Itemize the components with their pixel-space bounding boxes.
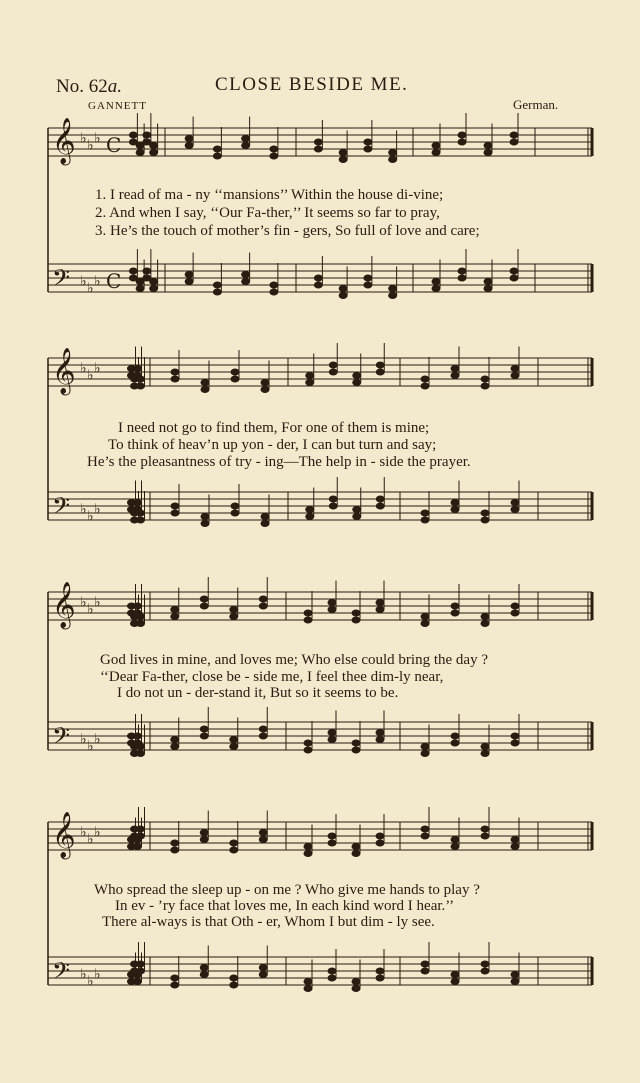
note-head bbox=[511, 844, 519, 850]
note-head bbox=[137, 621, 145, 627]
flat-icon: ♭ bbox=[80, 131, 87, 147]
note-head bbox=[376, 840, 384, 846]
note-head bbox=[129, 268, 137, 274]
note-head bbox=[421, 614, 429, 620]
flat-icon: ♭ bbox=[80, 361, 87, 377]
note-head bbox=[185, 136, 193, 142]
note-head bbox=[389, 293, 397, 299]
note-head bbox=[200, 972, 208, 978]
note-head bbox=[306, 373, 314, 379]
note-head bbox=[352, 617, 360, 623]
note-head bbox=[451, 844, 459, 850]
note-head bbox=[304, 979, 312, 985]
composer-right: German. bbox=[513, 97, 559, 112]
note-head bbox=[364, 282, 372, 288]
note-head bbox=[328, 737, 336, 743]
note-head bbox=[484, 279, 492, 285]
note-head bbox=[171, 369, 179, 375]
note-head bbox=[213, 153, 221, 159]
note-head bbox=[511, 979, 519, 985]
note-head bbox=[314, 275, 322, 281]
common-time-icon: C bbox=[106, 269, 122, 293]
note-head bbox=[259, 596, 267, 602]
note-head bbox=[270, 146, 278, 152]
note-head bbox=[481, 621, 489, 627]
note-head bbox=[171, 744, 179, 750]
note-head bbox=[376, 968, 384, 974]
note-head bbox=[259, 965, 267, 971]
note-head bbox=[261, 380, 269, 386]
note-head bbox=[213, 146, 221, 152]
note-head bbox=[421, 968, 429, 974]
note-head bbox=[339, 286, 347, 292]
note-head bbox=[150, 279, 158, 285]
note-head bbox=[242, 143, 250, 149]
note-head bbox=[137, 826, 145, 832]
note-head bbox=[259, 726, 267, 732]
note-head bbox=[484, 143, 492, 149]
note-head bbox=[213, 289, 221, 295]
flat-icon: ♭ bbox=[87, 739, 94, 755]
lyric-line: Who spread the sleep up - on me ? Who give me hands to play ? bbox=[94, 882, 480, 898]
note-head bbox=[451, 837, 459, 843]
note-head bbox=[200, 965, 208, 971]
note-head bbox=[136, 286, 144, 292]
note-head bbox=[230, 614, 238, 620]
note-head bbox=[458, 268, 466, 274]
note-head bbox=[201, 521, 209, 527]
note-head bbox=[481, 826, 489, 832]
note-head bbox=[376, 737, 384, 743]
note-head bbox=[231, 503, 239, 509]
note-head bbox=[230, 737, 238, 743]
note-head bbox=[364, 146, 372, 152]
lyric-line: I need not go to find them, For one of them is mine; bbox=[118, 420, 430, 436]
note-head bbox=[328, 833, 336, 839]
note-head bbox=[364, 139, 372, 145]
note-head bbox=[510, 275, 518, 281]
note-head bbox=[511, 500, 519, 506]
note-head bbox=[328, 600, 336, 606]
treble-clef-icon: 𝄞 bbox=[52, 812, 76, 858]
note-head bbox=[353, 514, 361, 520]
note-head bbox=[314, 282, 322, 288]
note-head bbox=[171, 510, 179, 516]
note-head bbox=[352, 740, 360, 746]
flat-icon: ♭ bbox=[94, 732, 101, 748]
note-head bbox=[328, 607, 336, 613]
note-head bbox=[143, 268, 151, 274]
note-head bbox=[314, 146, 322, 152]
note-head bbox=[259, 603, 267, 609]
note-head bbox=[376, 833, 384, 839]
note-head bbox=[511, 733, 519, 739]
note-head bbox=[511, 507, 519, 513]
note-head bbox=[213, 282, 221, 288]
note-head bbox=[451, 610, 459, 616]
note-head bbox=[421, 510, 429, 516]
note-head bbox=[304, 617, 312, 623]
note-head bbox=[137, 961, 145, 967]
flat-icon: ♭ bbox=[80, 967, 87, 983]
note-head bbox=[242, 136, 250, 142]
hymn-title: CLOSE BESIDE ME. bbox=[215, 74, 409, 95]
note-head bbox=[510, 268, 518, 274]
note-head bbox=[230, 847, 238, 853]
note-head bbox=[353, 380, 361, 386]
note-head bbox=[150, 150, 158, 156]
note-head bbox=[421, 621, 429, 627]
note-head bbox=[352, 844, 360, 850]
note-head bbox=[185, 143, 193, 149]
note-head bbox=[339, 157, 347, 163]
note-head bbox=[328, 840, 336, 846]
note-head bbox=[200, 726, 208, 732]
note-head bbox=[432, 143, 440, 149]
flat-icon: ♭ bbox=[87, 509, 94, 525]
note-head bbox=[171, 737, 179, 743]
lyric-line: I do not un - der-stand it, But so it seems to be. bbox=[117, 685, 399, 701]
note-head bbox=[421, 751, 429, 757]
note-head bbox=[230, 975, 238, 981]
note-head bbox=[304, 740, 312, 746]
lyric-line: There al-ways is that Oth - er, Whom I but dim - ly see. bbox=[102, 914, 435, 930]
flat-icon: ♭ bbox=[80, 732, 87, 748]
note-head bbox=[353, 373, 361, 379]
note-head bbox=[304, 851, 312, 857]
note-head bbox=[137, 510, 145, 516]
note-head bbox=[134, 366, 142, 372]
bass-clef-icon: 𝄢 bbox=[52, 957, 71, 990]
note-head bbox=[481, 614, 489, 620]
note-head bbox=[421, 376, 429, 382]
note-head bbox=[376, 600, 384, 606]
note-head bbox=[376, 496, 384, 502]
note-head bbox=[376, 503, 384, 509]
common-time-icon: C bbox=[106, 133, 122, 157]
note-head bbox=[353, 507, 361, 513]
note-head bbox=[259, 972, 267, 978]
lyric-line: In ev - ’ry face that loves me, In each kind word I hear.’’ bbox=[115, 898, 455, 914]
note-head bbox=[171, 982, 179, 988]
note-head bbox=[511, 603, 519, 609]
note-head bbox=[376, 730, 384, 736]
note-head bbox=[510, 132, 518, 138]
note-head bbox=[451, 366, 459, 372]
note-head bbox=[451, 740, 459, 746]
note-head bbox=[481, 744, 489, 750]
note-head bbox=[511, 373, 519, 379]
lyric-line: ‘‘Dear Fa-ther, close be - side me, I feel thee dim-ly near, bbox=[100, 669, 444, 685]
note-head bbox=[481, 968, 489, 974]
note-head bbox=[134, 603, 142, 609]
flat-icon: ♭ bbox=[94, 131, 101, 147]
flat-icon: ♭ bbox=[94, 502, 101, 518]
note-head bbox=[339, 293, 347, 299]
note-head bbox=[304, 747, 312, 753]
note-head bbox=[458, 132, 466, 138]
note-head bbox=[314, 139, 322, 145]
note-head bbox=[328, 975, 336, 981]
note-head bbox=[134, 733, 142, 739]
note-head bbox=[481, 833, 489, 839]
note-head bbox=[376, 607, 384, 613]
lyric-line: 1. I read of ma - ny ‘‘mansions’’ Within the house di-vine; bbox=[95, 187, 444, 203]
flat-icon: ♭ bbox=[94, 274, 101, 290]
bass-clef-icon: 𝄢 bbox=[52, 492, 71, 525]
note-head bbox=[432, 279, 440, 285]
note-head bbox=[481, 383, 489, 389]
note-head bbox=[389, 286, 397, 292]
note-head bbox=[270, 282, 278, 288]
note-head bbox=[389, 150, 397, 156]
note-head bbox=[432, 286, 440, 292]
note-head bbox=[231, 369, 239, 375]
note-head bbox=[511, 366, 519, 372]
treble-clef-icon: 𝄞 bbox=[52, 582, 76, 628]
note-head bbox=[134, 500, 142, 506]
note-head bbox=[451, 979, 459, 985]
flat-icon: ♭ bbox=[94, 825, 101, 841]
flat-icon: ♭ bbox=[87, 368, 94, 384]
note-head bbox=[171, 847, 179, 853]
note-head bbox=[364, 275, 372, 281]
note-head bbox=[200, 830, 208, 836]
note-head bbox=[306, 514, 314, 520]
flat-icon: ♭ bbox=[80, 825, 87, 841]
flat-icon: ♭ bbox=[87, 281, 94, 297]
note-head bbox=[484, 286, 492, 292]
note-head bbox=[376, 975, 384, 981]
note-head bbox=[306, 380, 314, 386]
note-head bbox=[304, 986, 312, 992]
note-head bbox=[421, 383, 429, 389]
bass-clef-icon: 𝄢 bbox=[52, 264, 71, 297]
note-head bbox=[230, 744, 238, 750]
hymn-number: No. 62a. bbox=[56, 76, 122, 97]
note-head bbox=[171, 607, 179, 613]
note-head bbox=[137, 376, 145, 382]
note-head bbox=[329, 369, 337, 375]
lyric-line: He’s the pleasantness of try - ing—The help in - side the prayer. bbox=[87, 454, 471, 470]
note-head bbox=[421, 833, 429, 839]
note-head bbox=[421, 517, 429, 523]
flat-icon: ♭ bbox=[80, 274, 87, 290]
note-head bbox=[171, 614, 179, 620]
note-head bbox=[242, 279, 250, 285]
lyric-line: God lives in mine, and loves me; Who else could bring the day ? bbox=[100, 652, 488, 668]
note-head bbox=[304, 844, 312, 850]
note-head bbox=[481, 961, 489, 967]
note-head bbox=[304, 610, 312, 616]
bass-clef-icon: 𝄢 bbox=[52, 722, 71, 755]
note-head bbox=[432, 150, 440, 156]
flat-icon: ♭ bbox=[87, 138, 94, 154]
note-head bbox=[261, 514, 269, 520]
lyric-line: To think of heav’n up yon - der, I can but turn and say; bbox=[108, 437, 437, 453]
note-head bbox=[511, 837, 519, 843]
note-head bbox=[451, 373, 459, 379]
note-head bbox=[339, 150, 347, 156]
note-head bbox=[510, 139, 518, 145]
composer-left: GANNETT bbox=[88, 100, 147, 112]
note-head bbox=[451, 500, 459, 506]
note-head bbox=[134, 979, 142, 985]
note-head bbox=[451, 733, 459, 739]
note-head bbox=[137, 614, 145, 620]
note-head bbox=[261, 521, 269, 527]
note-head bbox=[511, 610, 519, 616]
note-head bbox=[352, 747, 360, 753]
note-head bbox=[481, 751, 489, 757]
note-head bbox=[451, 972, 459, 978]
note-head bbox=[137, 751, 145, 757]
note-head bbox=[231, 376, 239, 382]
flat-icon: ♭ bbox=[80, 595, 87, 611]
flat-icon: ♭ bbox=[87, 602, 94, 618]
note-head bbox=[329, 362, 337, 368]
note-head bbox=[458, 139, 466, 145]
note-head bbox=[259, 837, 267, 843]
note-head bbox=[261, 387, 269, 393]
note-head bbox=[242, 272, 250, 278]
note-head bbox=[451, 603, 459, 609]
note-head bbox=[171, 975, 179, 981]
note-head bbox=[458, 275, 466, 281]
note-head bbox=[481, 517, 489, 523]
note-head bbox=[150, 286, 158, 292]
note-head bbox=[231, 510, 239, 516]
note-head bbox=[421, 961, 429, 967]
treble-clef-icon: 𝄞 bbox=[52, 348, 76, 394]
note-head bbox=[451, 507, 459, 513]
note-head bbox=[421, 744, 429, 750]
flat-icon: ♭ bbox=[87, 832, 94, 848]
note-head bbox=[200, 733, 208, 739]
note-head bbox=[352, 986, 360, 992]
note-head bbox=[259, 830, 267, 836]
note-head bbox=[137, 833, 145, 839]
note-head bbox=[481, 376, 489, 382]
note-head bbox=[376, 362, 384, 368]
note-head bbox=[329, 496, 337, 502]
note-head bbox=[137, 968, 145, 974]
note-head bbox=[352, 979, 360, 985]
flat-icon: ♭ bbox=[87, 974, 94, 990]
note-head bbox=[270, 153, 278, 159]
note-head bbox=[230, 982, 238, 988]
note-head bbox=[352, 610, 360, 616]
treble-clef-icon: 𝄞 bbox=[52, 118, 76, 164]
note-head bbox=[200, 837, 208, 843]
note-head bbox=[389, 157, 397, 163]
note-head bbox=[328, 968, 336, 974]
note-head bbox=[134, 844, 142, 850]
lyric-line: 2. And when I say, ‘‘Our Fa-ther,’’ It seems so far to pray, bbox=[95, 205, 440, 221]
flat-icon: ♭ bbox=[80, 502, 87, 518]
note-head bbox=[421, 826, 429, 832]
note-head bbox=[171, 503, 179, 509]
note-head bbox=[201, 514, 209, 520]
note-head bbox=[328, 730, 336, 736]
note-head bbox=[201, 387, 209, 393]
note-head bbox=[306, 507, 314, 513]
note-head bbox=[137, 744, 145, 750]
note-head bbox=[143, 132, 151, 138]
note-head bbox=[150, 143, 158, 149]
note-head bbox=[230, 607, 238, 613]
note-head bbox=[136, 150, 144, 156]
note-head bbox=[185, 272, 193, 278]
note-head bbox=[484, 150, 492, 156]
note-head bbox=[171, 376, 179, 382]
note-head bbox=[329, 503, 337, 509]
note-head bbox=[511, 972, 519, 978]
flat-icon: ♭ bbox=[94, 967, 101, 983]
note-head bbox=[259, 733, 267, 739]
note-head bbox=[201, 380, 209, 386]
note-head bbox=[511, 740, 519, 746]
flat-icon: ♭ bbox=[94, 361, 101, 377]
note-head bbox=[230, 840, 238, 846]
flat-icon: ♭ bbox=[94, 595, 101, 611]
note-head bbox=[352, 851, 360, 857]
note-head bbox=[185, 279, 193, 285]
note-head bbox=[200, 596, 208, 602]
note-head bbox=[137, 517, 145, 523]
note-head bbox=[376, 369, 384, 375]
note-head bbox=[129, 132, 137, 138]
note-head bbox=[270, 289, 278, 295]
note-head bbox=[171, 840, 179, 846]
note-head bbox=[200, 603, 208, 609]
note-head bbox=[481, 510, 489, 516]
note-head bbox=[137, 383, 145, 389]
lyric-line: 3. He’s the touch of mother’s fin - gers, So full of love and care; bbox=[95, 223, 480, 239]
